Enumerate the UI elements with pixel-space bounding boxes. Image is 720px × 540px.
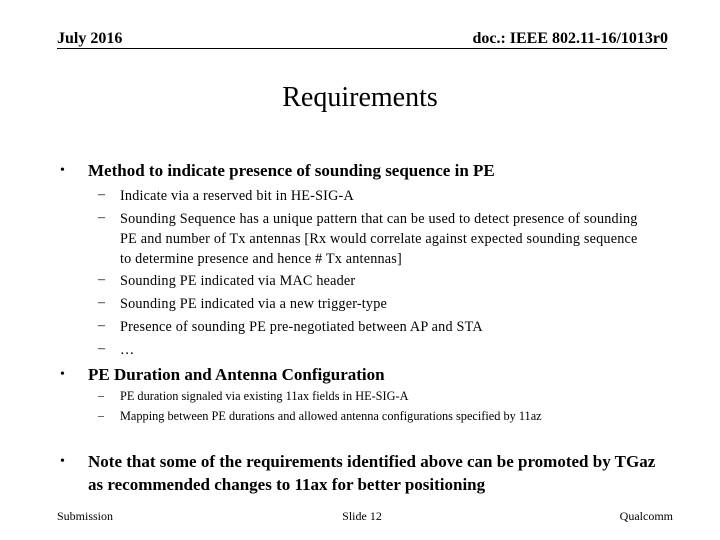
sub-bullet-marker: –: [98, 318, 105, 333]
bullet-marker: •: [60, 454, 65, 469]
bullet-pe-duration: PE Duration and Antenna Configuration: [88, 365, 385, 384]
footer-company: Qualcomm: [619, 509, 673, 523]
sub-bullet-marker: –: [98, 388, 104, 402]
sub-bullet-marker: –: [98, 341, 105, 356]
sub-bullet-marker: –: [98, 210, 105, 225]
sub-bullet-pe-duration-signaled: PE duration signaled via existing 11ax fields in HE-SIG-A: [120, 389, 409, 403]
sub-bullet-marker: –: [98, 187, 105, 202]
bullet-tgaz-note: Note that some of the requirements identified above can be promoted by TGaz as recommended changes to 11ax for better positioning: [88, 452, 656, 494]
sub-bullet-ellipsis: …: [120, 342, 135, 358]
footer-submission: Submission: [57, 509, 114, 523]
bullet-sounding-sequence: Method to indicate presence of sounding sequence in PE: [88, 161, 495, 180]
sub-bullet-antenna-mapping: Mapping between PE durations and allowed antenna configurations specified by 11az: [120, 409, 542, 423]
sub-bullet-trigger-type: Sounding PE indicated via a new trigger-type: [120, 296, 387, 312]
bullet-marker: •: [60, 367, 65, 382]
header-divider: [57, 48, 667, 49]
footer-slide-number: Slide 12: [342, 509, 382, 523]
slide-title: Requirements: [282, 82, 438, 113]
sub-bullet-pre-negotiated: Presence of sounding PE pre-negotiated between AP and STA: [120, 319, 483, 335]
header-doc-id: doc.: IEEE 802.11-16/1013r0: [472, 30, 668, 47]
bullet-marker: •: [60, 163, 65, 178]
sub-bullet-reserved-bit: Indicate via a reserved bit in HE-SIG-A: [120, 188, 354, 204]
header-date: July 2016: [57, 30, 123, 47]
sub-bullet-marker: –: [98, 295, 105, 310]
sub-bullet-unique-pattern: Sounding Sequence has a unique pattern that can be used to detect presence of sounding PE and number of Tx antennas [Rx would correlate against expected sounding sequence to determine presence and hence # Tx antennas]: [120, 211, 638, 267]
sub-bullet-marker: –: [98, 408, 104, 422]
sub-bullet-marker: –: [98, 272, 105, 287]
sub-bullet-mac-header: Sounding PE indicated via MAC header: [120, 273, 356, 289]
